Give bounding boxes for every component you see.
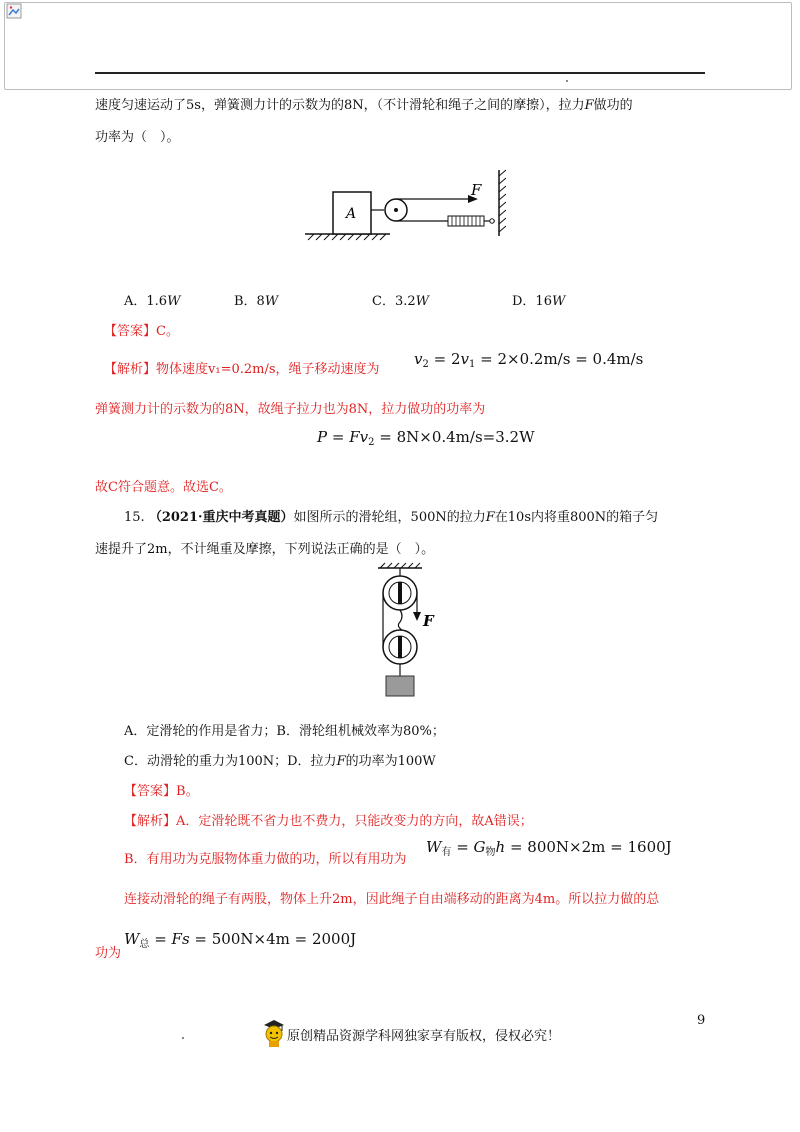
f1-rhs: = 2×0.2m/s = 0.4m/s bbox=[475, 350, 644, 368]
header-frame bbox=[4, 2, 792, 90]
q15-answer-value: B。 bbox=[176, 784, 199, 799]
f1-mid: = 2 bbox=[428, 350, 461, 368]
q14-option-a bbox=[124, 292, 180, 312]
q15-options-cd-var: F bbox=[336, 754, 346, 769]
q14-line2: 功率为（ ）。 bbox=[95, 130, 180, 145]
f4-s: s bbox=[181, 930, 190, 948]
formula-rope-speed bbox=[414, 350, 643, 370]
q14-answer-value: C。 bbox=[156, 324, 179, 339]
f2-sub2: 2 bbox=[368, 437, 375, 448]
q14-line1-var: F bbox=[584, 98, 594, 113]
q15-force-label: F bbox=[423, 612, 434, 630]
f4-eq: = bbox=[149, 930, 172, 948]
f1-sub1: 1 bbox=[469, 359, 476, 370]
broken-image-icon bbox=[6, 3, 22, 19]
f4-w: W bbox=[124, 930, 140, 948]
q15-number: 15. bbox=[124, 510, 145, 525]
f1-sub2: 2 bbox=[422, 359, 429, 370]
q14-analysis-tag: 【解析】 bbox=[104, 362, 157, 377]
q14-option-b-unit: W bbox=[264, 294, 279, 309]
q14-analysis-1 bbox=[104, 360, 380, 380]
f1-lhs: v bbox=[414, 350, 423, 368]
q15-analysis-tag: 【解析】 bbox=[124, 814, 177, 829]
q14-option-c-unit: W bbox=[415, 294, 429, 309]
formula-useful-work bbox=[426, 838, 672, 858]
q14-force-label: F bbox=[471, 181, 482, 199]
f3-w: W bbox=[426, 838, 442, 856]
f2-rhs: = 8N×0.4m/s=3.2W bbox=[374, 428, 535, 446]
header-rule bbox=[95, 72, 705, 74]
q14-line1-text: 速度匀速运动了5s，弹簧测力计的示数为的8N，（不计滑轮和绳子之间的摩擦），拉力 bbox=[95, 98, 585, 113]
f4-sub: 总 bbox=[139, 939, 150, 950]
q14-option-d-unit: W bbox=[551, 294, 566, 309]
q15-pulley-block-figure bbox=[370, 560, 450, 700]
q15-analysis-3: 连接动滑轮的绳子有两股，物体上升2m，因此绳子自由端移动的距离为4m。所以拉力做的总 bbox=[124, 892, 660, 907]
q14-spring-scale bbox=[448, 216, 484, 226]
f2-eq: = bbox=[327, 428, 350, 446]
q14-option-b-text: B．8 bbox=[234, 294, 265, 309]
q15-line1-a: 如图所示的滑轮组，500N的拉力 bbox=[293, 510, 486, 525]
f3-gsub: 物 bbox=[485, 847, 496, 858]
q14-answer bbox=[104, 322, 179, 342]
q14-block-label: A bbox=[346, 206, 357, 222]
q14-option-a-unit: W bbox=[167, 294, 181, 309]
f4-f: F bbox=[171, 930, 182, 948]
q15-line1-var: F bbox=[485, 510, 495, 525]
q15-analysis-4: 功为 bbox=[95, 946, 122, 961]
f3-h: h bbox=[495, 838, 506, 856]
q15-line1 bbox=[124, 508, 658, 528]
f1-v: v bbox=[460, 350, 469, 368]
q14-option-a-text: A．1.6 bbox=[124, 294, 168, 309]
q14-analysis-3: 故C符合题意。故选C。 bbox=[95, 480, 232, 495]
q14-analysis-1-text: 物体速度v₁=0.2m/s，绳子移动速度为 bbox=[156, 362, 380, 377]
f2-v: v bbox=[359, 428, 369, 446]
f2-lhs: P bbox=[317, 428, 328, 446]
f2-f: F bbox=[349, 428, 360, 446]
footer-dot bbox=[182, 1037, 184, 1039]
q15-force-arrow bbox=[413, 612, 421, 621]
q15-analysis-1 bbox=[124, 812, 533, 832]
mascot-logo-icon bbox=[262, 1018, 286, 1048]
q15-rope-hook bbox=[398, 610, 402, 630]
q14-analysis-2: 弹簧测力计的示数为的8N，故绳子拉力也为8N，拉力做功的功率为 bbox=[95, 402, 486, 417]
footer-copyright: 原创精品资源学科网独家享有版权，侵权必究！ bbox=[287, 1029, 561, 1044]
q14-option-b bbox=[234, 292, 278, 312]
f4-rhs: = 500N×4m = 2000J bbox=[189, 930, 357, 948]
q15-analysis-2: B．有用功为克服物体重力做的功，所以有用功为 bbox=[124, 852, 407, 867]
f3-sub: 有 bbox=[441, 847, 452, 858]
q14-option-c-text: C．3.2 bbox=[372, 294, 416, 309]
q14-wall-hatch bbox=[499, 170, 506, 232]
q15-line2: 速提升了2m，不计绳重及摩擦，下列说法正确的是（ ）。 bbox=[95, 542, 435, 557]
q15-line1-b: 在10s内将重800N的箱子匀 bbox=[494, 510, 659, 525]
f3-rhs: = 800N×2m = 1600J bbox=[505, 838, 672, 856]
q15-answer bbox=[124, 782, 199, 802]
q14-ground-hatch bbox=[308, 234, 386, 240]
q14-line1 bbox=[95, 96, 633, 116]
page-number: 9 bbox=[697, 1013, 706, 1028]
q14-option-c bbox=[372, 292, 429, 312]
f3-g: G bbox=[473, 838, 486, 856]
q15-analysis-1-text: A．定滑轮既不省力也不费力，只能改变力的方向，故A错误； bbox=[176, 814, 533, 829]
q15-answer-tag: 【答案】 bbox=[124, 784, 177, 799]
q15-options-cd-b: 的功率为100W bbox=[345, 754, 436, 769]
formula-power bbox=[317, 428, 535, 448]
q15-options-ab: A．定滑轮的作用是省力；B．滑轮组机械效率为80%； bbox=[124, 724, 445, 739]
q15-options-cd-a: C．动滑轮的重力为100N；D．拉力 bbox=[124, 754, 337, 769]
q14-option-d-text: D．16 bbox=[512, 294, 552, 309]
f3-eq: = bbox=[451, 838, 474, 856]
q15-options-cd bbox=[124, 752, 436, 772]
q15-source: （2021·重庆中考真题） bbox=[148, 510, 294, 525]
q14-pulley-figure bbox=[300, 168, 520, 248]
q14-answer-tag: 【答案】 bbox=[104, 324, 157, 339]
formula-total-work bbox=[124, 930, 356, 950]
q14-option-d bbox=[512, 292, 565, 312]
q14-line1-end: 做功的 bbox=[593, 98, 633, 113]
header-dot bbox=[566, 80, 568, 82]
q15-box bbox=[386, 676, 414, 696]
